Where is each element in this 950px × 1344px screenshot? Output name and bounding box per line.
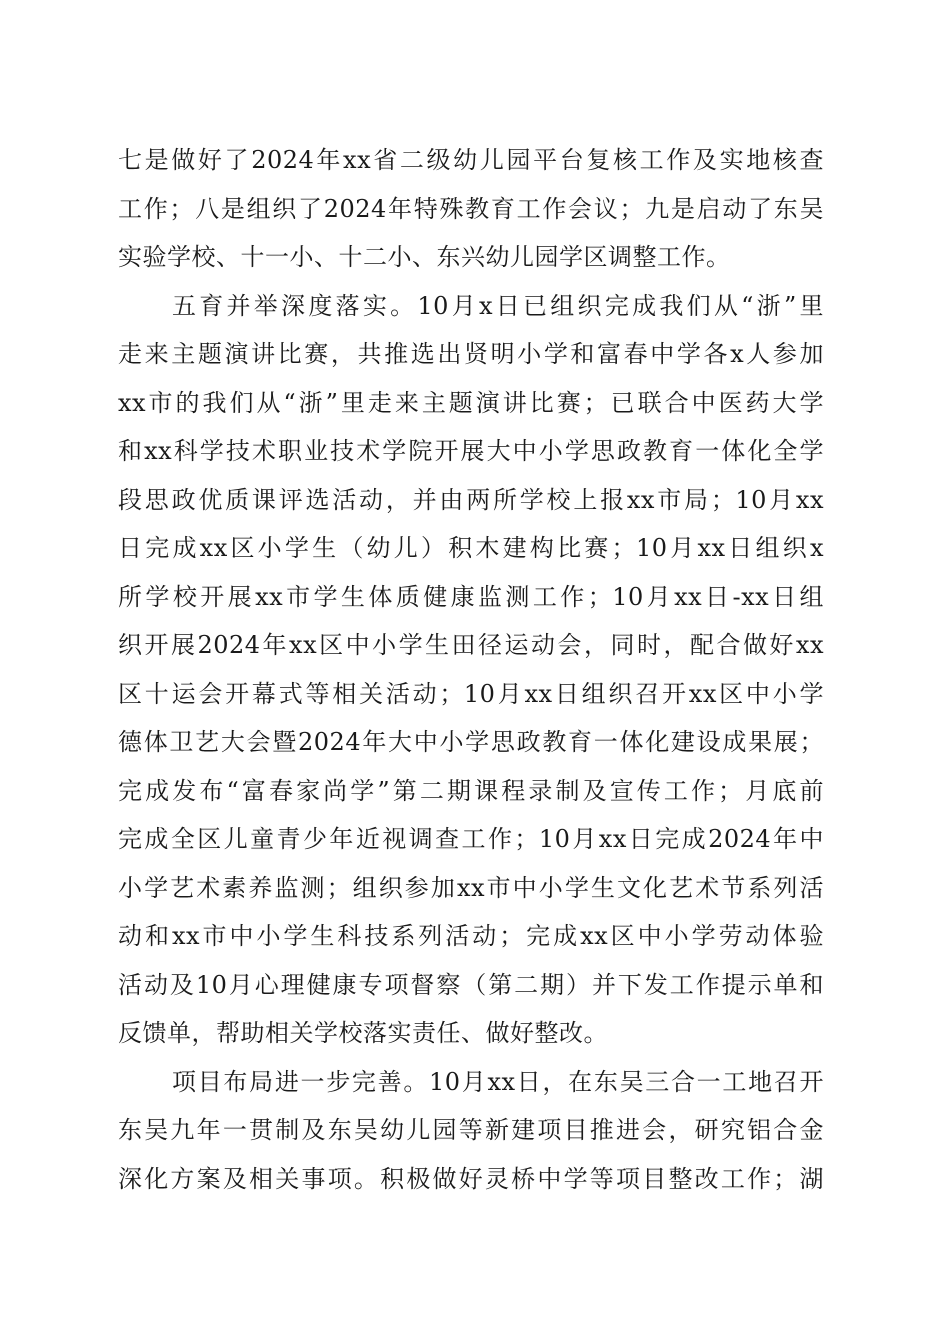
paragraph [118,1058,824,1204]
text-line: 深化方案及相关事项。积极做好灵桥中学等项目整改工作；湖 [118,1164,824,1193]
text-line: 完成全区儿童青少年近视调查工作；10月xx日完成2024年中 [118,825,824,853]
text-line: 日完成xx区小学生（幼儿）积木建构比赛；10月xx日组织x [118,534,824,562]
text-line: 反馈单，帮助相关学校落实责任、做好整改。 [118,1019,608,1047]
text-line: 工作；八是组织了2024年特殊教育工作会议；九是启动了东吴 [118,194,824,223]
text-line: 五育并举深度落实。10月x日已组织完成我们从“浙”里 [172,291,824,320]
text-line: 东吴九年一贯制及东吴幼儿园等新建项目推进会，研究铝合金 [118,1116,824,1144]
text-line: 段思政优质课评选活动，并由两所学校上报xx市局；10月xx [118,485,824,514]
paragraph [118,136,824,282]
text-line: 实验学校、十一小、十二小、东兴幼儿园学区调整工作。 [118,243,731,271]
text-line: xx市的我们从“浙”里走来主题演讲比赛；已联合中医药大学 [118,388,824,417]
text-line: 和xx科学技术职业技术学院开展大中小学思政教育一体化全学 [118,437,824,465]
document-body [118,136,824,1203]
text-line: 走来主题演讲比赛，共推选出贤明小学和富春中学各x人参加 [118,340,824,368]
text-line: 区十运会开幕式等相关活动；10月xx日组织召开xx区中小学 [118,679,824,708]
text-line: 七是做好了2024年xx省二级幼儿园平台复核工作及实地核查 [118,146,824,174]
text-line: 动和xx市中小学生科技系列活动；完成xx区中小学劳动体验 [118,922,824,950]
paragraph [118,282,824,1058]
text-line: 织开展2024年xx区中小学生田径运动会，同时，配合做好xx [118,631,824,659]
text-line: 完成发布“富春家尚学”第二期课程录制及宣传工作；月底前 [118,776,824,805]
text-line: 小学艺术素养监测；组织参加xx市中小学生文化艺术节系列活 [118,873,824,902]
text-line: 德体卫艺大会暨2024年大中小学思政教育一体化建设成果展； [118,728,824,756]
text-line: 项目布局进一步完善。10月xx日，在东吴三合一工地召开 [172,1067,824,1096]
text-line: 活动及10月心理健康专项督察（第二期）并下发工作提示单和 [118,970,824,999]
text-line: 所学校开展xx市学生体质健康监测工作；10月xx日-xx日组 [118,582,824,611]
